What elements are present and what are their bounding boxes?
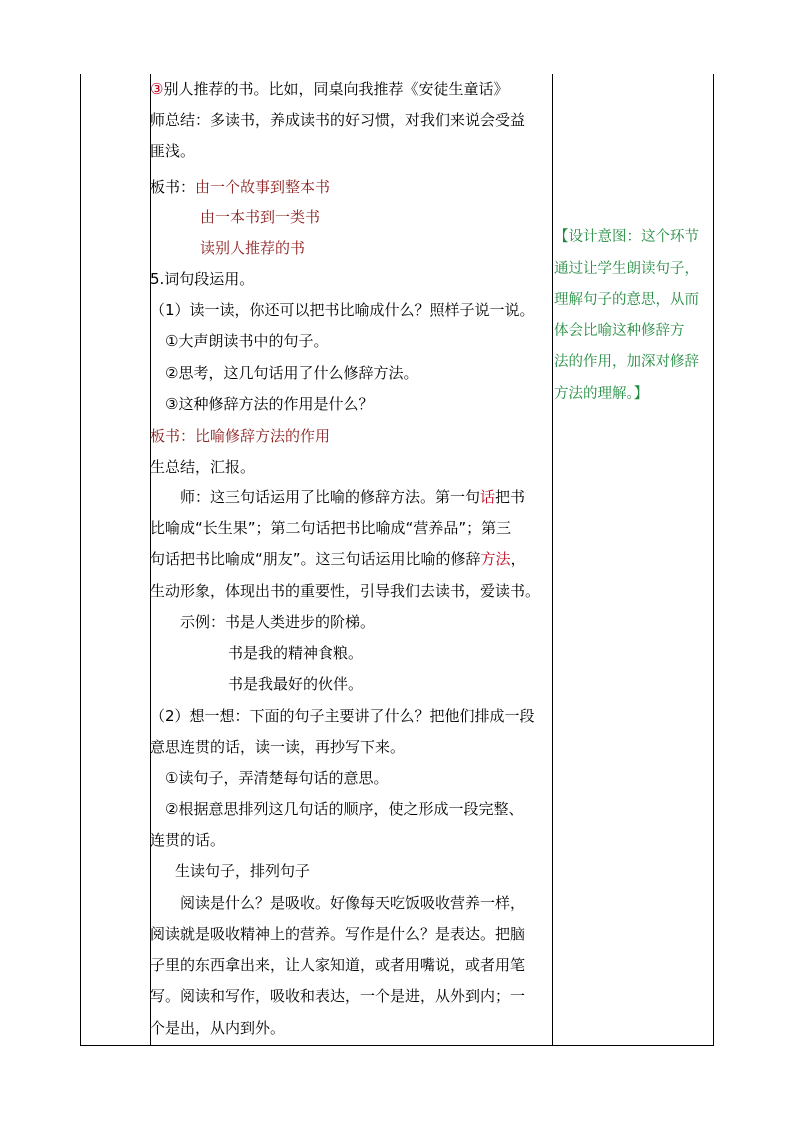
example: 示例：书是人类进步的阶梯。: [180, 613, 376, 631]
board-item: 读别人推荐的书: [200, 239, 306, 257]
design-intent-line: 理解句子的意思，从而: [554, 292, 699, 308]
design-intent-line: 通过让学生朗读句子，: [554, 261, 699, 277]
design-intent-line: 【设计意图：这个环节: [554, 229, 699, 245]
board-writing-2: 板书：比喻修辞方法的作用: [150, 427, 331, 445]
student-summary: 生总结，汇报。: [150, 458, 256, 476]
reading-passage-line: 子里的东西拿出来，让人家知道，或者用嘴说，或者用笔: [150, 956, 526, 974]
design-intent-line: 方法的理解。】: [554, 386, 649, 402]
question-1: （1）读一读，你还可以把书比喻成什么？照样子说一说。: [150, 301, 535, 319]
step: ①大声朗读书中的句子。: [165, 332, 329, 350]
reading-passage-line: 阅读是什么？是吸收。好像每天吃饭吸收营养一样，: [180, 894, 526, 912]
example: 书是我最好的伙伴。: [228, 675, 364, 693]
question-2: （2）想一想：下面的句子主要讲了什么？把他们排成一段: [150, 707, 535, 725]
reading-passage-line: 个是出，从内到外。: [150, 1019, 286, 1037]
recommended-books-text: 别人推荐的书。比如，同桌向我推荐《安徒生童话》: [163, 80, 509, 98]
example: 书是我的精神食粮。: [228, 644, 364, 662]
board-label: 板书：: [150, 178, 196, 196]
paragraph-line: [150, 550, 526, 568]
design-intent-line: 体会比喻这种修辞方: [554, 323, 685, 339]
teacher-explanation: [180, 488, 525, 506]
step: ②根据意思排列这几句话的顺序，使之形成一段完整、: [165, 800, 524, 818]
table-border-left: [80, 74, 81, 1046]
question-2-cont: 意思连贯的话，读一读，再抄写下来。: [150, 738, 406, 756]
paragraph-line: 比喻成“长生果”；第二句话把书比喻成“营养品”；第三: [150, 519, 512, 537]
design-intent-line: 法的作用，加深对修辞: [554, 354, 699, 370]
recommended-books-line: [150, 80, 508, 98]
table-divider-2: [552, 74, 553, 1046]
item-number: ③: [150, 80, 164, 98]
text-span: ，: [510, 550, 526, 568]
board-item: 由一本书到一类书: [200, 208, 321, 226]
text-span: 师：这三句话运用了比喻的修辞方法。第一句: [180, 488, 481, 506]
text-span: 句话把书比喻成“朋友”。这三句话运用比喻的修辞: [150, 550, 481, 568]
student-activity: 生读句子，排列句子: [175, 862, 311, 880]
teacher-summary-line: 师总结：多读书，养成读书的好习惯，对我们来说会受益: [150, 111, 526, 129]
step-cont: 连贯的话。: [150, 831, 226, 849]
table-border-right: [713, 74, 714, 1046]
step: ③这种修辞方法的作用是什么？: [165, 395, 374, 413]
text-span: 话: [480, 488, 496, 506]
reading-passage-line: 写。阅读和写作，吸收和表达，一个是进，从外到内；一: [150, 987, 526, 1005]
text-span: 方法: [480, 550, 511, 568]
step: ①读句子，弄清楚每句话的意思。: [165, 769, 389, 787]
step: ②思考，这几句话用了什么修辞方法。: [165, 364, 419, 382]
board-writing-1: [150, 178, 330, 196]
board-item: 由一个故事到整本书: [195, 178, 331, 196]
paragraph-line: 生动形象，体现出书的重要性，引导我们去读书，爱读书。: [150, 582, 541, 600]
section-heading: 5.词句段运用。: [150, 270, 255, 288]
table-border-bottom: [80, 1045, 714, 1046]
teacher-summary-line-2: 匪浅。: [150, 142, 196, 160]
reading-passage-line: 阅读就是吸收精神上的营养。写作是什么？是表达。把脑: [150, 925, 526, 943]
text-span: 把书: [495, 488, 526, 506]
